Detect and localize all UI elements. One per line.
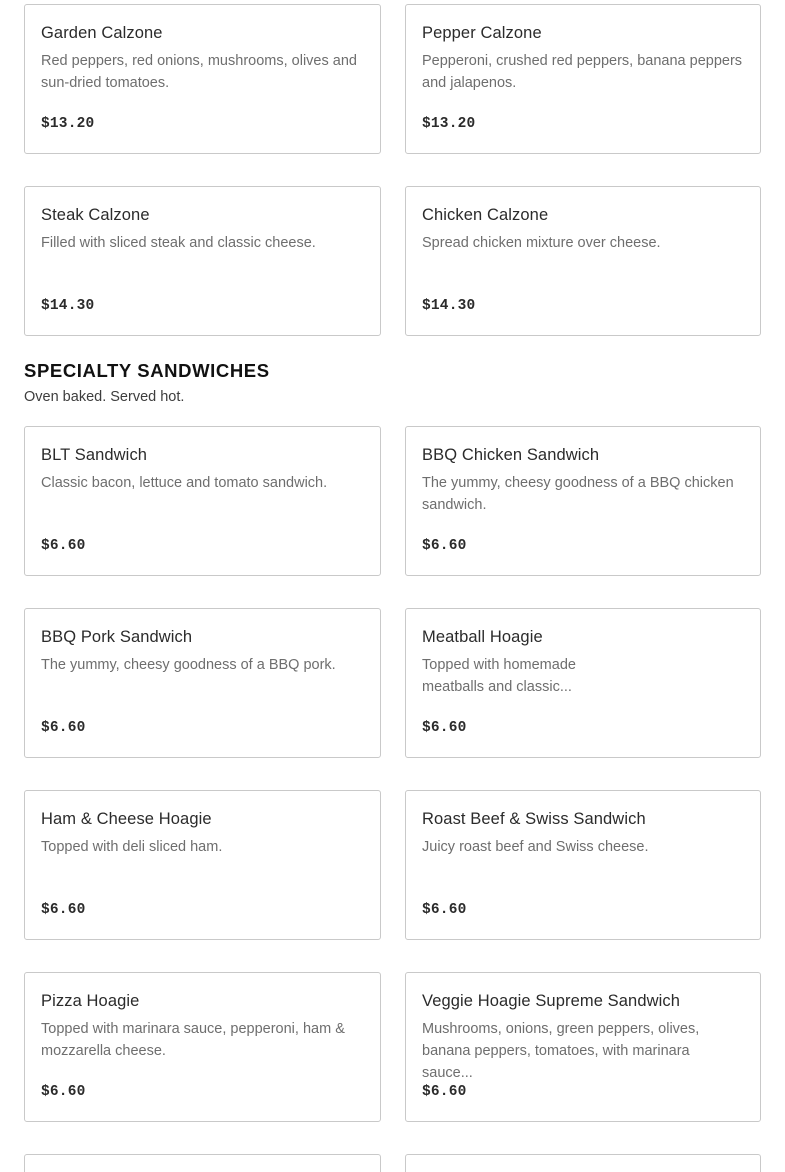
menu-item-price: $6.60 <box>422 538 467 554</box>
menu-item-card[interactable] <box>405 186 761 336</box>
menu-item-card[interactable] <box>24 608 381 758</box>
menu-item-card[interactable] <box>405 972 761 1122</box>
menu-item-description: Topped with homemade meatballs and classic... <box>422 657 576 695</box>
menu-item-name: Steak Calzone <box>41 206 150 224</box>
menu-item-card[interactable] <box>24 186 381 336</box>
menu-item-description: Red peppers, red onions, mushrooms, olives and sun-dried tomatoes. <box>41 53 357 91</box>
menu-item-price: $6.60 <box>41 902 86 918</box>
menu-item-name: BLT Sandwich <box>41 446 148 464</box>
menu-item-description: Spread chicken mixture over cheese. <box>422 235 661 251</box>
menu-item-price: $6.60 <box>41 1084 86 1100</box>
menu-item-card[interactable] <box>24 790 381 940</box>
menu-item-name: Pizza Hoagie <box>41 992 140 1010</box>
menu-item-description: Topped with marinara sauce, pepperoni, ham & mozzarella cheese. <box>41 1021 345 1059</box>
menu-item-description: Pepperoni, crushed red peppers, banana peppers and jalapenos. <box>422 53 743 91</box>
menu-item-price: $13.20 <box>41 116 95 132</box>
menu-item-price: $6.60 <box>41 720 86 736</box>
menu-item-card[interactable] <box>405 608 761 758</box>
menu-item-price: $14.30 <box>41 298 95 314</box>
menu-item-description: Mushrooms, onions, green peppers, olives, banana peppers, tomatoes, with marinara sauce... <box>422 1021 700 1081</box>
menu-item-description: The yummy, cheesy goodness of a BBQ pork. <box>41 657 336 673</box>
menu-item-card[interactable] <box>24 972 381 1122</box>
menu-item-name: Pepper Calzone <box>422 24 542 42</box>
section-subtitle: Oven baked. Served hot. <box>24 389 185 405</box>
menu-item-name: Chicken Calzone <box>422 206 549 224</box>
menu-item-description: Classic bacon, lettuce and tomato sandwich. <box>41 475 328 491</box>
menu-item-card[interactable] <box>405 1154 761 1172</box>
menu-item-card[interactable] <box>405 426 761 576</box>
menu-item-name: BBQ Pork Sandwich <box>41 628 193 646</box>
menu-item-name: Meatball Hoagie <box>422 628 543 646</box>
menu-item-description: Juicy roast beef and Swiss cheese. <box>422 839 649 855</box>
menu-item-price: $6.60 <box>41 538 86 554</box>
menu-item-price: $13.20 <box>422 116 476 132</box>
menu-item-card[interactable] <box>405 4 761 154</box>
menu-item-name: BBQ Chicken Sandwich <box>422 446 600 464</box>
menu-item-card[interactable] <box>405 790 761 940</box>
menu-item-card[interactable] <box>24 426 381 576</box>
menu-item-description: Topped with deli sliced ham. <box>41 839 223 855</box>
section-title: SPECIALTY SANDWICHES <box>24 360 270 381</box>
menu-item-card[interactable] <box>24 1154 381 1172</box>
menu-item-description: Filled with sliced steak and classic cheese. <box>41 235 316 251</box>
menu-item-price: $6.60 <box>422 1084 467 1100</box>
menu-item-name: Garden Calzone <box>41 24 163 42</box>
menu-item-description: The yummy, cheesy goodness of a BBQ chicken sandwich. <box>422 475 734 513</box>
menu-item-card[interactable] <box>24 4 381 154</box>
menu-item-name: Veggie Hoagie Supreme Sandwich <box>422 992 681 1010</box>
menu-item-name: Roast Beef & Swiss Sandwich <box>422 810 646 828</box>
menu-item-name: Ham & Cheese Hoagie <box>41 810 212 828</box>
menu-item-price: $6.60 <box>422 902 467 918</box>
menu-item-price: $14.30 <box>422 298 476 314</box>
menu-item-price: $6.60 <box>422 720 467 736</box>
